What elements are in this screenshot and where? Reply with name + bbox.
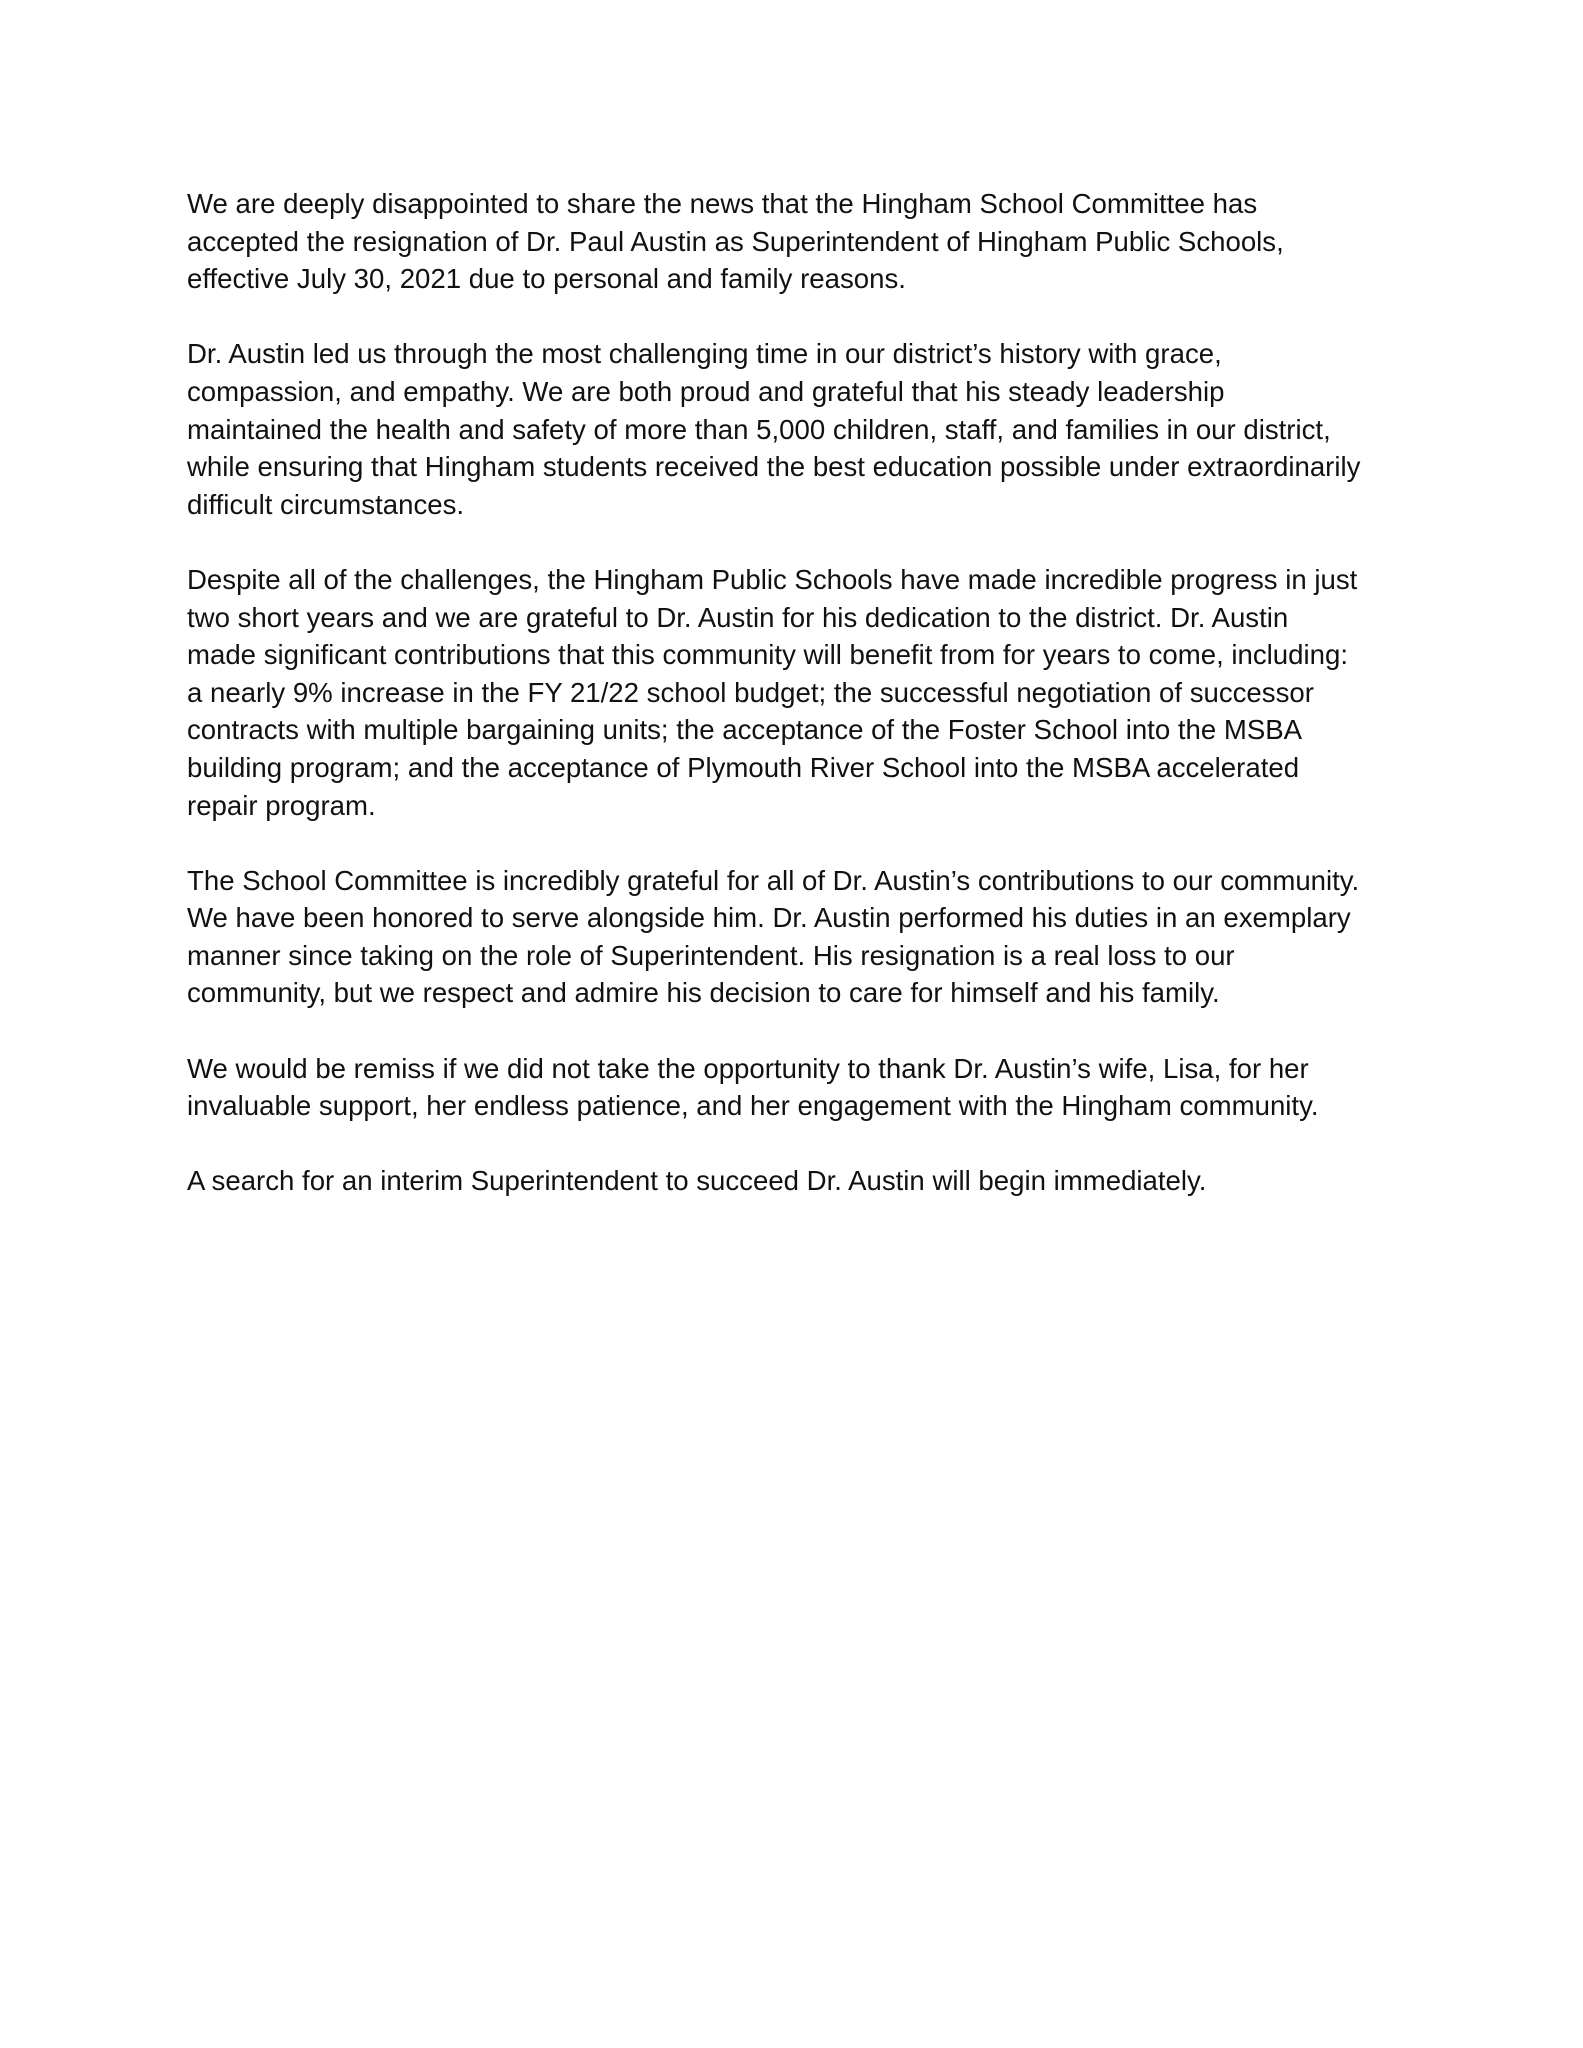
text-line: difficult circumstances. bbox=[187, 488, 465, 520]
text-line: invaluable support, her endless patience, and her engagement with the Hingham community. bbox=[187, 1090, 1319, 1122]
paragraph-leadership bbox=[187, 335, 1417, 523]
text-line: maintained the health and safety of more than 5,000 children, staff, and families in our district, bbox=[187, 413, 1331, 445]
text-line: The School Committee is incredibly grateful for all of Dr. Austin’s contributions to our community. bbox=[187, 864, 1360, 896]
paragraph-thanks-family bbox=[187, 1050, 1417, 1125]
paragraph-resignation-announcement bbox=[187, 185, 1417, 298]
document-body bbox=[187, 185, 1417, 1238]
text-line: manner since taking on the role of Superintendent. His resignation is a real loss to our bbox=[187, 939, 1235, 971]
paragraph-committee-gratitude bbox=[187, 862, 1417, 1012]
text-line: We are deeply disappointed to share the news that the Hingham School Committee has bbox=[187, 188, 1258, 219]
paragraph-contributions bbox=[187, 561, 1417, 824]
text-line: compassion, and empathy. We are both proud and grateful that his steady leadership bbox=[187, 375, 1225, 407]
paragraph-interim-search bbox=[187, 1162, 1417, 1200]
text-line: accepted the resignation of Dr. Paul Austin as Superintendent of Hingham Public Schools, bbox=[187, 225, 1284, 257]
text-line: while ensuring that Hingham students received the best education possible under extraordinarily bbox=[187, 451, 1361, 483]
text-line: repair program. bbox=[187, 789, 376, 821]
text-line: Despite all of the challenges, the Hingham Public Schools have made incredible progress in just bbox=[187, 563, 1358, 595]
text-line: made significant contributions that this community will benefit from for years to come, including: bbox=[187, 639, 1348, 671]
text-line: building program; and the acceptance of Plymouth River School into the MSBA accelerated bbox=[187, 751, 1300, 783]
text-line: Dr. Austin led us through the most challenging time in our district’s history with grace, bbox=[187, 338, 1222, 370]
text-line: effective July 30, 2021 due to personal and family reasons. bbox=[187, 263, 906, 295]
text-line: community, but we respect and admire his decision to care for himself and his family. bbox=[187, 977, 1220, 1009]
text-line: A search for an interim Superintendent to succeed Dr. Austin will begin immediately. bbox=[187, 1165, 1207, 1197]
text-line: a nearly 9% increase in the FY 21/22 school budget; the successful negotiation of successor bbox=[187, 676, 1314, 708]
text-line: contracts with multiple bargaining units; the acceptance of the Foster School into the MSBA bbox=[187, 714, 1303, 746]
text-line: two short years and we are grateful to Dr. Austin for his dedication to the district. Dr. Austin bbox=[187, 601, 1289, 633]
text-line: We would be remiss if we did not take the opportunity to thank Dr. Austin’s wife, Lisa, for her bbox=[187, 1052, 1309, 1084]
text-line: We have been honored to serve alongside him. Dr. Austin performed his duties in an exemplary bbox=[187, 902, 1351, 934]
